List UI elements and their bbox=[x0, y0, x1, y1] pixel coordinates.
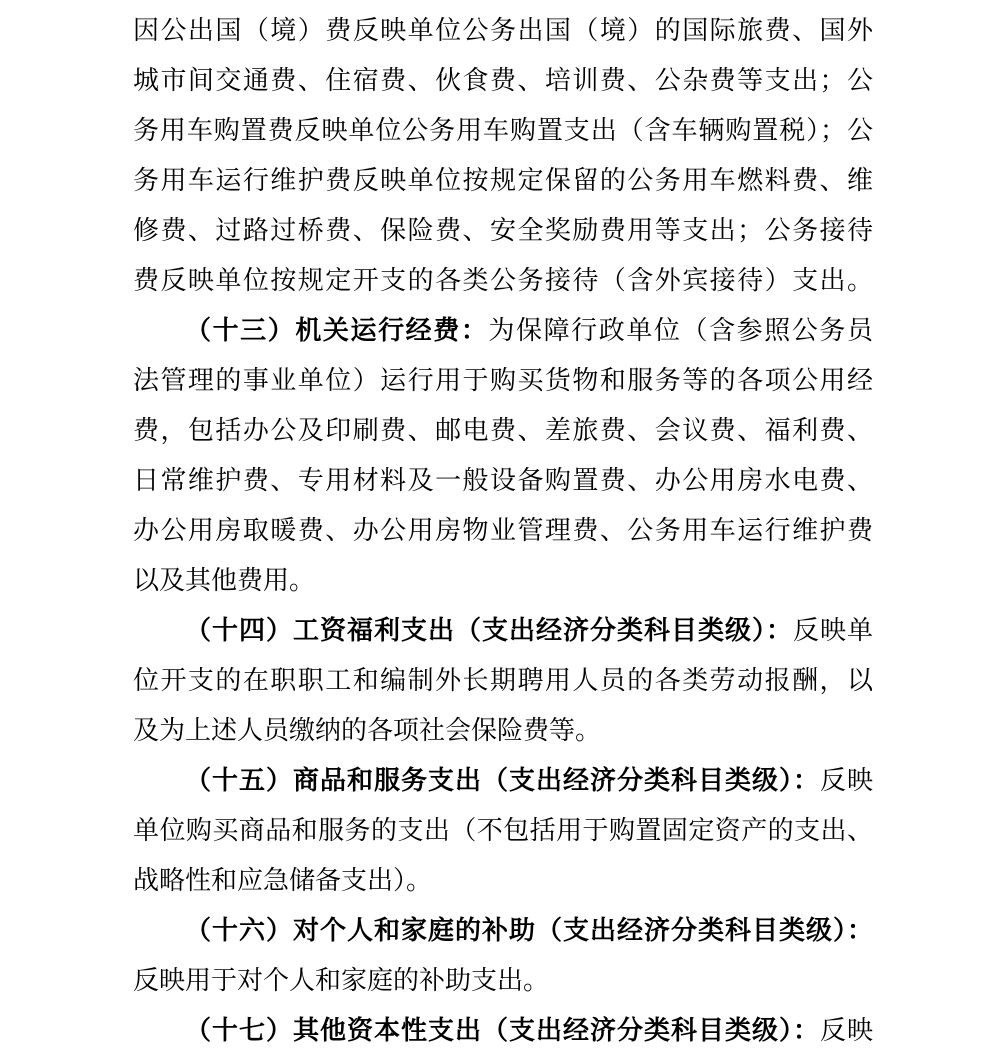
text-line bbox=[133, 206, 873, 256]
text-line bbox=[133, 906, 873, 956]
body-text-segment: 日常维护费、专用材料及一般设备购置费、办公用房水电费、 bbox=[133, 466, 873, 495]
body-text-segment: 修费、过路过桥费、保险费、安全奖励费用等支出；公务接待 bbox=[133, 216, 873, 245]
body-text-segment: 务用车购置费反映单位公务用车购置支出（含车辆购置税）；公 bbox=[133, 116, 873, 145]
section-heading-segment: （十三）机关运行经费： bbox=[185, 316, 489, 345]
body-text-segment: 反映用于对个人和家庭的补助支出。 bbox=[133, 966, 550, 995]
text-line bbox=[133, 406, 873, 456]
text-line bbox=[133, 506, 873, 556]
text-line bbox=[133, 856, 873, 906]
body-text-segment: 因公出国（境）费反映单位公务出国（境）的国际旅费、国外 bbox=[133, 16, 873, 45]
body-text-segment: 务用车运行维护费反映单位按规定保留的公务用车燃料费、维 bbox=[133, 166, 873, 195]
text-line bbox=[133, 806, 873, 856]
body-text-segment: 法管理的事业单位）运行用于购买货物和服务等的各项公用经 bbox=[133, 366, 873, 395]
text-line bbox=[133, 606, 873, 656]
text-line bbox=[133, 356, 873, 406]
text-line bbox=[133, 156, 873, 206]
body-text-segment: 战略性和应急储备支出）。 bbox=[133, 866, 433, 895]
text-line bbox=[133, 306, 873, 356]
body-text-segment: 及为上述人员缴纳的各项社会保险费等。 bbox=[133, 716, 602, 745]
body-text-segment: 费反映单位按规定开支的各类公务接待（含外宾接待）支出。 bbox=[133, 266, 873, 295]
section-heading-segment: （十七）其他资本性支出（支出经济分类科目类级）： bbox=[185, 1016, 820, 1045]
text-line bbox=[133, 1006, 873, 1056]
text-line bbox=[133, 456, 873, 506]
text-line bbox=[133, 56, 873, 106]
text-line bbox=[133, 656, 873, 706]
body-text-segment: 办公用房取暖费、办公用房物业管理费、公务用车运行维护费 bbox=[133, 516, 873, 545]
text-line bbox=[133, 956, 873, 1006]
text-line bbox=[133, 256, 873, 306]
text-line bbox=[133, 6, 873, 56]
section-heading-segment: （十四）工资福利支出（支出经济分类科目类级）： bbox=[185, 616, 793, 645]
body-text-segment: 反映 bbox=[819, 1016, 873, 1045]
text-line bbox=[133, 756, 873, 806]
body-text-segment: 费，包括办公及印刷费、邮电费、差旅费、会议费、福利费、 bbox=[133, 416, 873, 445]
text-line bbox=[133, 706, 873, 756]
text-line bbox=[133, 106, 873, 156]
body-text-segment: 单位购买商品和服务的支出（不包括用于购置固定资产的支出、 bbox=[133, 816, 873, 845]
body-text-segment: 为保障行政单位（含参照公务员 bbox=[488, 316, 873, 345]
body-text-segment: 反映单 bbox=[792, 616, 873, 645]
text-block bbox=[133, 6, 873, 1056]
text-line bbox=[133, 556, 873, 606]
body-text-segment: 城市间交通费、住宿费、伙食费、培训费、公杂费等支出；公 bbox=[133, 66, 873, 95]
body-text-segment: 位开支的在职职工和编制外长期聘用人员的各类劳动报酬，以 bbox=[133, 666, 873, 695]
body-text-segment: 反映 bbox=[819, 766, 873, 795]
body-text-segment: 以及其他费用。 bbox=[133, 566, 316, 595]
section-heading-segment: （十六）对个人和家庭的补助（支出经济分类科目类级）： bbox=[185, 916, 873, 945]
section-heading-segment: （十五）商品和服务支出（支出经济分类科目类级）： bbox=[185, 766, 820, 795]
